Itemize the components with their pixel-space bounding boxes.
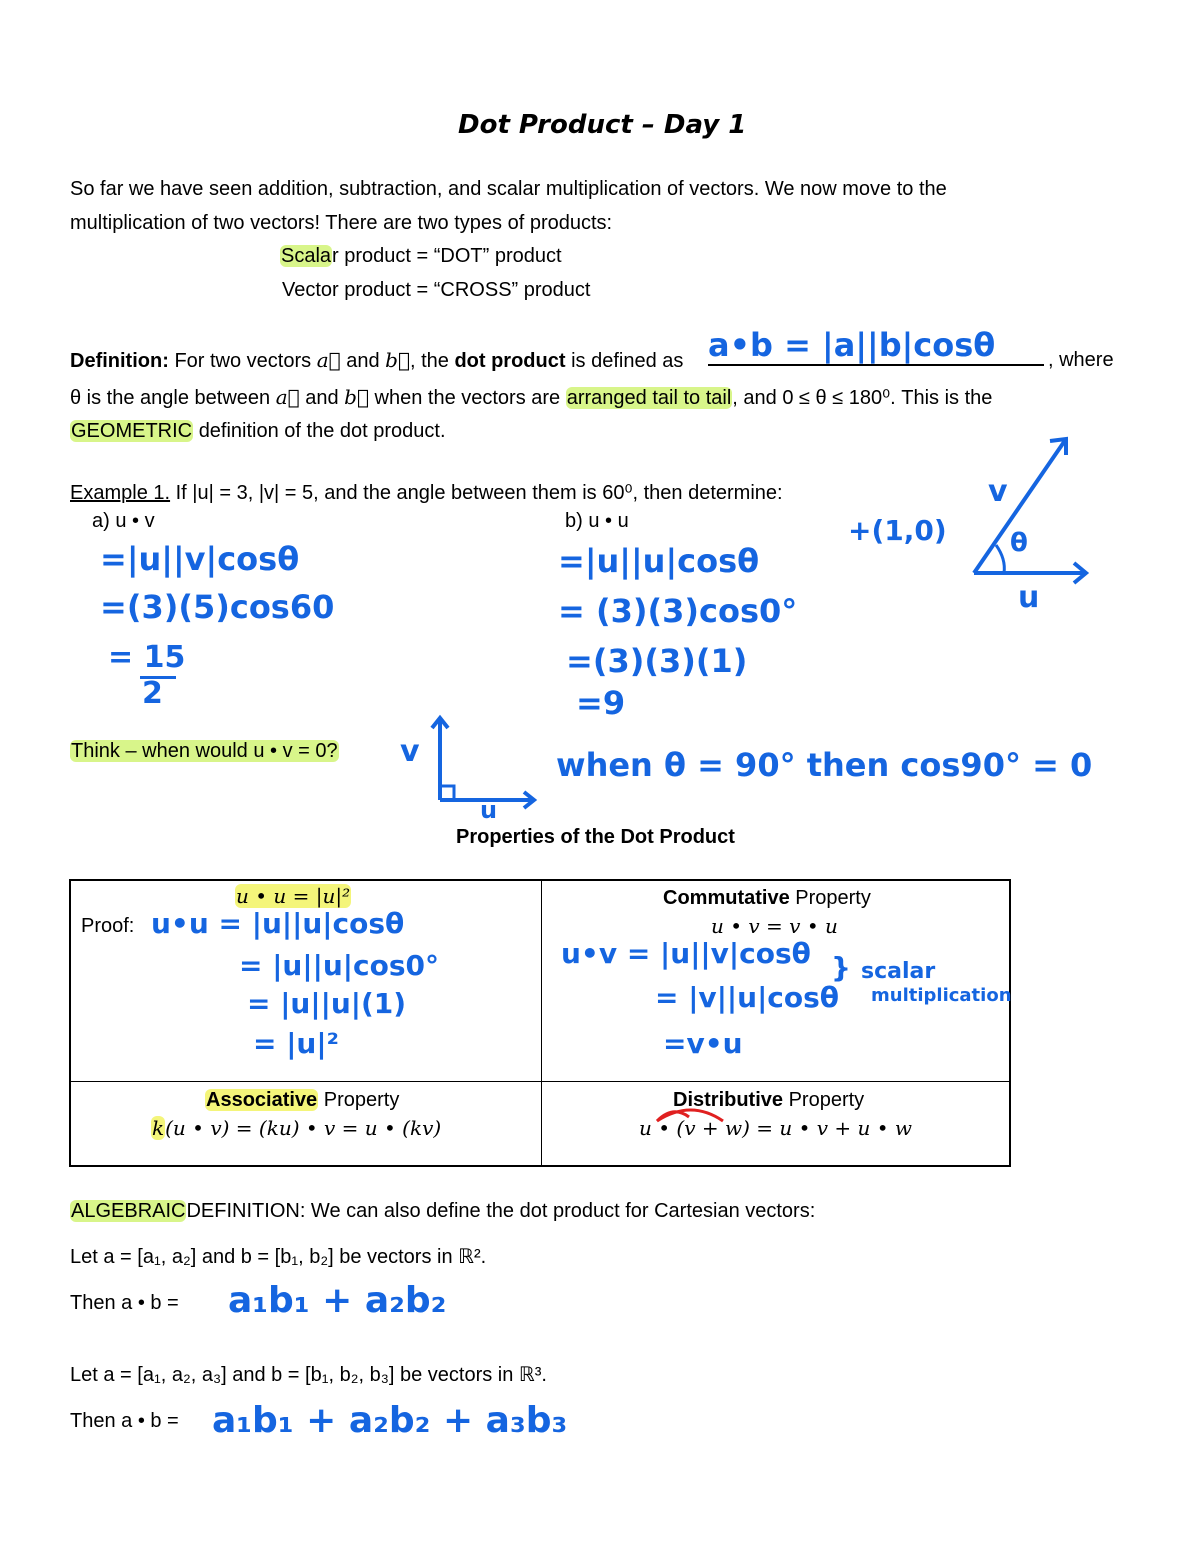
cell-1-step-4: = |u|² [253, 1027, 339, 1060]
cell-2-title [663, 885, 871, 911]
part-a-label: a) u • v [92, 510, 155, 532]
think-line [70, 738, 339, 764]
cell-2-step-3: =v•u [663, 1027, 743, 1060]
definition-line2-b: when the vectors are [374, 387, 561, 409]
definition-and: and [346, 350, 380, 372]
r2-answer: a₁b₁ + a₂b₂ [228, 1280, 447, 1321]
think-highlight: Think – when would u • v = 0? [71, 740, 338, 762]
example-1-text: If |u| = 3, |v| = 5, and the angle between them is 60⁰, then determine: [175, 482, 783, 504]
vector-product-line: Vector product = “CROSS” product [282, 279, 591, 301]
cell-1-formula-text: u • u = |u|² [236, 884, 351, 908]
cell-1-step-3: = |u||u|(1) [247, 987, 407, 1020]
definition-label: Definition: [70, 350, 169, 372]
cell-1-step-2: = |u||u|cos0° [239, 949, 439, 982]
algebraic-rest: DEFINITION: We can also define the dot product for Cartesian vectors: [186, 1200, 816, 1222]
part-b-step-3: =(3)(3)(1) [566, 642, 748, 680]
diagram-theta-label: θ [1010, 528, 1028, 558]
r2-let-line: Let a = [a₁, a₂] and b = [b₁, b₂] be vectors in ℝ². [70, 1246, 487, 1268]
definition-text-a: For two vectors [174, 350, 312, 372]
scalar-highlight: Scala [281, 245, 332, 267]
part-a-step-3: = 15 [108, 640, 186, 675]
definition-line-1: Definition: For two vectors a⃗ and b⃗, the dot product is defined as [70, 348, 684, 372]
example-1-label: Example 1. [70, 482, 171, 504]
table-vertical-divider [541, 881, 542, 1165]
properties-heading: Properties of the Dot Product [456, 826, 735, 848]
definition-line-2: θ is the angle between a⃗ and b⃗ when the vectors are arranged tail to tail, and 0 ≤ θ ≤ 180⁰. This is the [70, 385, 993, 409]
cell-4-title-rest: Property [788, 1089, 865, 1111]
cell-1-step-1: u•u = |u||u|cosθ [151, 907, 405, 940]
cell-1-proof-label: Proof: [81, 915, 135, 937]
intro-line-1: So far we have seen addition, subtraction, and scalar multiplication of vectors. We now move to the [70, 178, 947, 200]
definition-line2-a: θ is the angle between [70, 387, 271, 409]
cell-2-formula: u • v = v • u [711, 914, 838, 938]
definition-text-b: , the [409, 350, 449, 372]
think-v-label: v [400, 734, 420, 769]
r3-let-line: Let a = [a₁, a₂, a₃] and b = [b₁, b₂, b₃] be vectors in ℝ³. [70, 1364, 547, 1386]
definition-where: , where [1048, 349, 1114, 371]
cell-3-formula-rest: (u • v) = (ku) • v = u • (kv) [165, 1116, 442, 1140]
cell-3-formula-k: k [152, 1116, 165, 1140]
part-a-step-4: 2 [142, 676, 163, 711]
part-b-label: b) u • u [565, 510, 629, 532]
think-answer: when θ = 90° then cos90° = 0 [556, 746, 1093, 784]
diagram-v-label: v [988, 474, 1008, 509]
definition-line-3 [70, 418, 446, 444]
r3-then-line: Then a • b = [70, 1410, 179, 1432]
cell-2-step-2: = |v||u|cosθ [655, 981, 840, 1014]
part-b-step-4: =9 [576, 684, 626, 722]
definition-handwritten: a•b = |a||b|cosθ [708, 326, 1044, 366]
tail-to-tail-highlight: arranged tail to tail [566, 387, 732, 409]
right-angle-mark [440, 786, 454, 800]
diagram-u-label: u [1018, 580, 1040, 615]
r3-answer: a₁b₁ + a₂b₂ + a₃b₃ [212, 1400, 568, 1441]
cell-2-note-1: scalar [861, 959, 936, 984]
properties-table [69, 879, 1011, 1167]
scalar-rest: r product = “DOT” product [332, 245, 562, 267]
scalar-product-line [280, 243, 562, 269]
definition-line2-c: , and 0 ≤ θ ≤ 180⁰. This is the [732, 387, 993, 409]
algebraic-highlight: ALGEBRAIC [71, 1200, 186, 1222]
cell-2-title-rest: Property [795, 887, 871, 909]
cell-2-step-1: u•v = |u||v|cosθ [561, 937, 811, 970]
part-b-step-2: = (3)(3)cos0° [558, 592, 798, 630]
diagram-angle-arc [996, 545, 1004, 573]
side-note: +(1,0) [848, 514, 947, 547]
think-u-label: u [480, 796, 498, 824]
part-a-step-1: =|u||v|cosθ [100, 540, 300, 578]
definition-line3: definition of the dot product. [198, 420, 446, 442]
part-b-step-1: =|u||u|cosθ [558, 542, 760, 580]
table-horizontal-divider [71, 1081, 1009, 1082]
definition-bold: dot product [454, 350, 566, 372]
cell-1-formula [235, 883, 351, 910]
cell-4-formula: u • (v + w) = u • v + u • w [639, 1116, 913, 1140]
definition-text-c: is defined as [571, 350, 684, 372]
example-1-line [70, 480, 783, 506]
cell-2-note-2: multiplication [871, 985, 1012, 1006]
algebraic-line [70, 1198, 815, 1224]
cell-3-formula [151, 1115, 441, 1141]
cell-2-title-bold: Commutative [663, 887, 790, 909]
cell-4-title-bold: Distributive [673, 1089, 784, 1111]
page-title: Dot Product – Day 1 [458, 110, 747, 140]
cell-2-brace: } [831, 951, 851, 984]
geometric-highlight: GEOMETRIC [71, 420, 193, 442]
cell-3-title [205, 1087, 399, 1113]
cell-3-title-rest: Property [323, 1089, 400, 1111]
r2-then-line: Then a • b = [70, 1292, 179, 1314]
part-a-step-2: =(3)(5)cos60 [100, 588, 335, 626]
cell-3-title-bold: Associative [206, 1089, 318, 1111]
intro-line-2: multiplication of two vectors! There are two types of products: [70, 212, 613, 234]
